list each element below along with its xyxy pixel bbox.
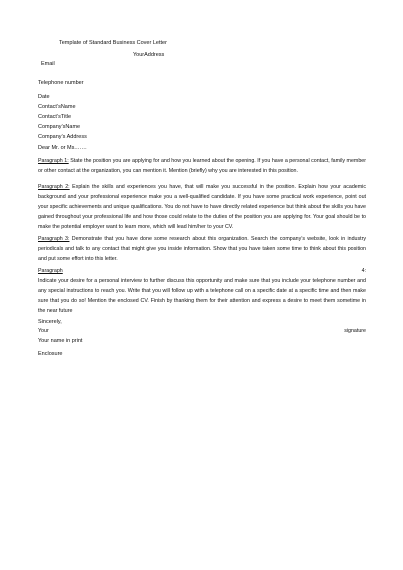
your-label: Your — [38, 328, 49, 334]
paragraph-4-heading — [38, 266, 366, 276]
paragraph-2-label: Paragraph 2: — [38, 184, 70, 190]
letter-title: Template of Standard Business Cover Letter — [59, 40, 167, 46]
paragraph-1-label: Paragraph 1: — [38, 158, 69, 164]
enclosure: Enclosure — [38, 351, 63, 357]
recipient-block — [38, 92, 87, 142]
paragraph-2-text: Explain the skills and experiences you have, that will make you successful in the position. Explain how your academic background and your professional experience make you a well-qualified candidate. If you have some practical work experience, point out your specific achievements and unique qualifications. You do not have to have directly related experience but think about the skills you have gained throughout your professional life and how those could relate to the duties of the position you are applying for. Your goal should be to make the potential employer want to learn more, which will lead him/her to your CV. — [38, 184, 366, 230]
signature-row — [38, 326, 366, 336]
paragraph-3-text: Demonstrate that you have done some research about this organization. Search the company’s website, look in industry periodicals and talk to any contact that might give you inside information. Show that you have taken some time to think about this position and put some effort into this letter. — [38, 236, 366, 262]
paragraph-1 — [38, 156, 366, 176]
signature-label: signature — [344, 328, 366, 334]
paragraph-4-label: Paragraph — [38, 268, 63, 274]
email-line: Email — [41, 61, 55, 67]
paragraph-4-number: 4: — [361, 268, 366, 274]
paragraph-3 — [38, 234, 366, 264]
contact-name-line: Contact’sName — [38, 104, 76, 110]
contact-title-line: Contact’sTitle — [38, 114, 72, 120]
paragraph-2 — [38, 182, 366, 232]
date-line: Date — [38, 94, 50, 100]
paragraph-3-label: Paragraph 3: — [38, 236, 70, 242]
closing: Sincerely, — [38, 319, 62, 325]
company-name-line: Company’sName — [38, 124, 81, 130]
name-in-print: Your name in print — [38, 338, 83, 344]
company-address-line: Company’s Address — [38, 134, 87, 140]
paragraph-4-text: Indicate your desire for a personal interview to further discuss this opportunity and make sure that you include your telephone number and any special instructions to reach you. Write that you will follow up with a telephone call on a specific date at a specific time and then make sure that you do so! Mention the enclosed CV. Finish by thanking them for their attention and express a desire to meet them sometime in the near future — [38, 278, 366, 314]
salutation: Dear Mr. or Ms.…… — [38, 145, 87, 151]
paragraph-4 — [38, 276, 366, 316]
telephone-line: Telephone number — [38, 80, 84, 86]
paragraph-1-text: State the position you are applying for and how you learned about the opening. If you have a personal contact, family member or other contact at the organization, you can mention it. Mention (briefly) why you are interested in this position. — [38, 158, 366, 174]
your-address: YourAddress — [133, 52, 165, 58]
